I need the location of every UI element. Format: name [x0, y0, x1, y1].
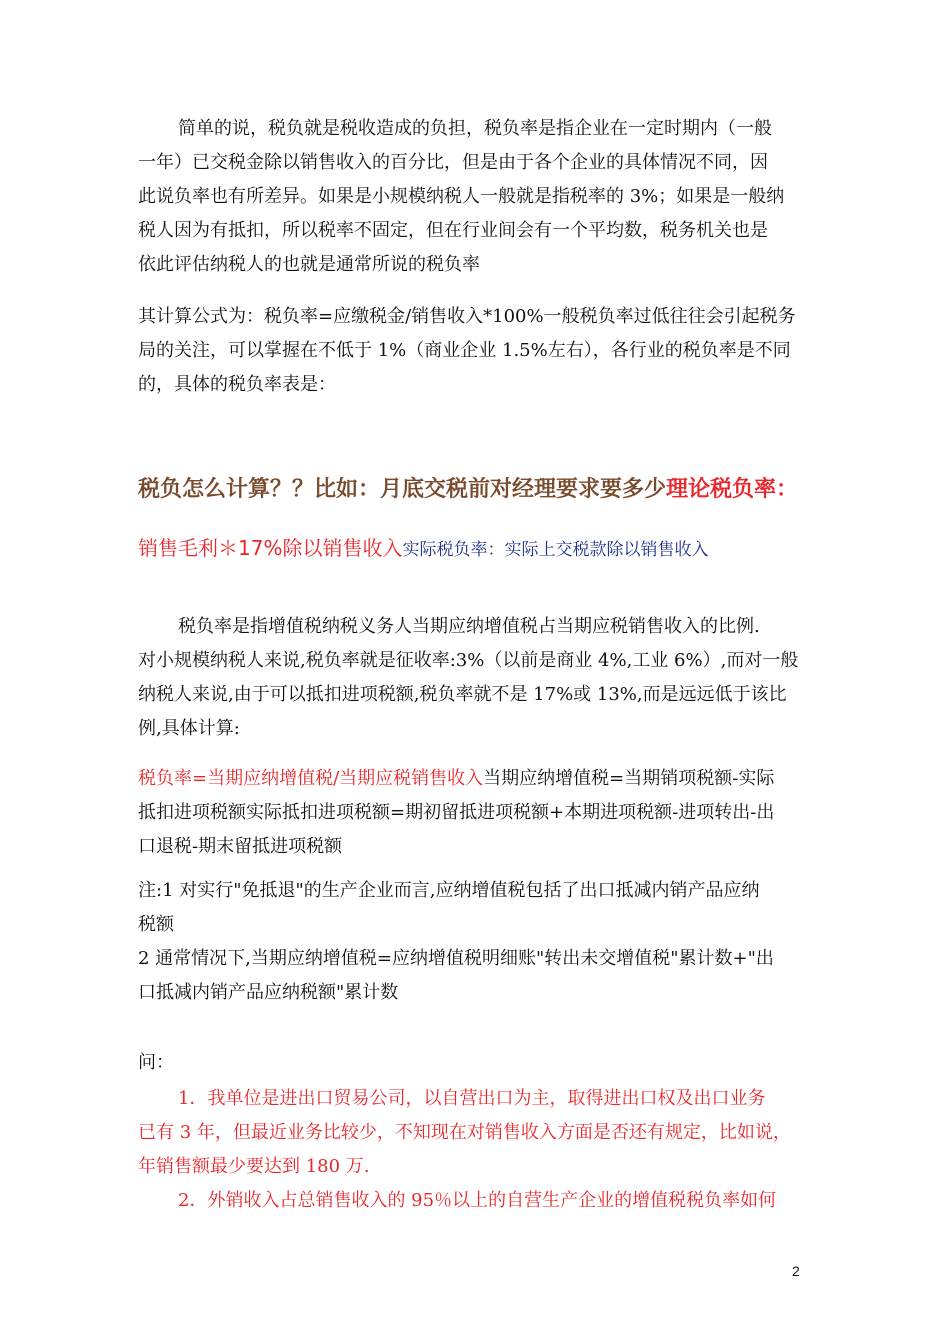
- text-line: 口退税-期末留抵进项税额: [138, 836, 343, 857]
- questions-list: [138, 1082, 818, 1218]
- text-line: 局的关注，可以掌握在不低于 1%（商业企业 1.5%左右），各行业的税负率是不同: [138, 340, 791, 361]
- text-line: 纳税人来说,由于可以抵扣进项税额,税负率就不是 17%或 13%,而是远远低于该比: [138, 684, 787, 705]
- note-line: 注:1 对实行"免抵退"的生产企业而言,应纳增值税包括了出口抵减内销产品应纳: [138, 880, 760, 901]
- text-line: 的，具体的税负率表是：: [138, 374, 336, 395]
- paragraph-formula: [138, 762, 818, 864]
- heading-highlight: 理论税负率：: [666, 477, 799, 502]
- question-line: 年销售额最少要达到 180 万.: [138, 1156, 370, 1177]
- text-line: 例,具体计算:: [138, 718, 240, 739]
- text-line: 税人因为有抵扣，所以税率不固定，但在行业间会有一个平均数，税务机关也是: [138, 220, 768, 241]
- note-line: 口抵减内销产品应纳税额"累计数: [138, 982, 399, 1003]
- text-line: [138, 762, 818, 796]
- theoretical-rate-definition: 销售毛利＊17%除以销售收入: [138, 536, 403, 560]
- paragraph-notes: [138, 874, 818, 1010]
- formula-highlight: 税负率=当期应纳增值税/当期应税销售收入: [138, 768, 484, 789]
- formula-text: 当期应纳增值税=当期销项税额-实际: [483, 768, 775, 789]
- text-line: 依此评估纳税人的也就是通常所说的税负率: [138, 254, 480, 275]
- question-line: 2．外销收入占总销售收入的 95％以上的自营生产企业的增值税税负率如何: [178, 1190, 777, 1211]
- text-line: 其计算公式为：税负率=应缴税金/销售收入*100%一般税负率过低往往会引起税务: [138, 306, 796, 327]
- note-line: 2 通常情况下,当期应纳增值税=应纳增值税明细账"转出未交增值税"累计数+"出: [138, 948, 774, 969]
- question-line: 1．我单位是进出口贸易公司，以自营出口为主，取得进出口权及出口业务: [178, 1088, 766, 1109]
- paragraph-formula-intro: [138, 300, 818, 402]
- text-line: 税负率是指增值税纳税义务人当期应纳增值税占当期应税销售收入的比例.: [178, 616, 760, 637]
- section-heading: [138, 472, 798, 503]
- text-line: 简单的说，税负就是税收造成的负担，税负率是指企业在一定时期内（一般: [178, 118, 772, 139]
- text-line: 对小规模纳税人来说,税负率就是征收率:3%（以前是商业 4%,工业 6%）,而对一般: [138, 650, 799, 671]
- note-line: 税额: [138, 914, 174, 935]
- paragraph-rate-definition: [138, 610, 818, 746]
- question-label: 问：: [138, 1052, 174, 1073]
- page-number: 2: [792, 1263, 800, 1279]
- text-line: 此说负率也有所差异。如果是小规模纳税人一般就是指税率的 3%；如果是一般纳: [138, 186, 785, 207]
- heading-question: 税负怎么计算？？比如：月底交税前对经理要求要多少: [138, 477, 667, 502]
- paragraph-tax-burden-intro: [138, 112, 818, 282]
- definition-line: [138, 532, 708, 561]
- text-line: 抵扣进项税额实际抵扣进项税额=期初留抵进项税额+本期进项税额-进项转出-出: [138, 802, 775, 823]
- actual-rate-definition: 实际税负率：实际上交税款除以销售收入: [402, 540, 709, 560]
- question-line: 已有 3 年，但最近业务比较少，不知现在对销售收入方面是否还有规定，比如说，: [138, 1122, 791, 1143]
- text-line: 一年）已交税金除以销售收入的百分比，但是由于各个企业的具体情况不同，因: [138, 152, 768, 173]
